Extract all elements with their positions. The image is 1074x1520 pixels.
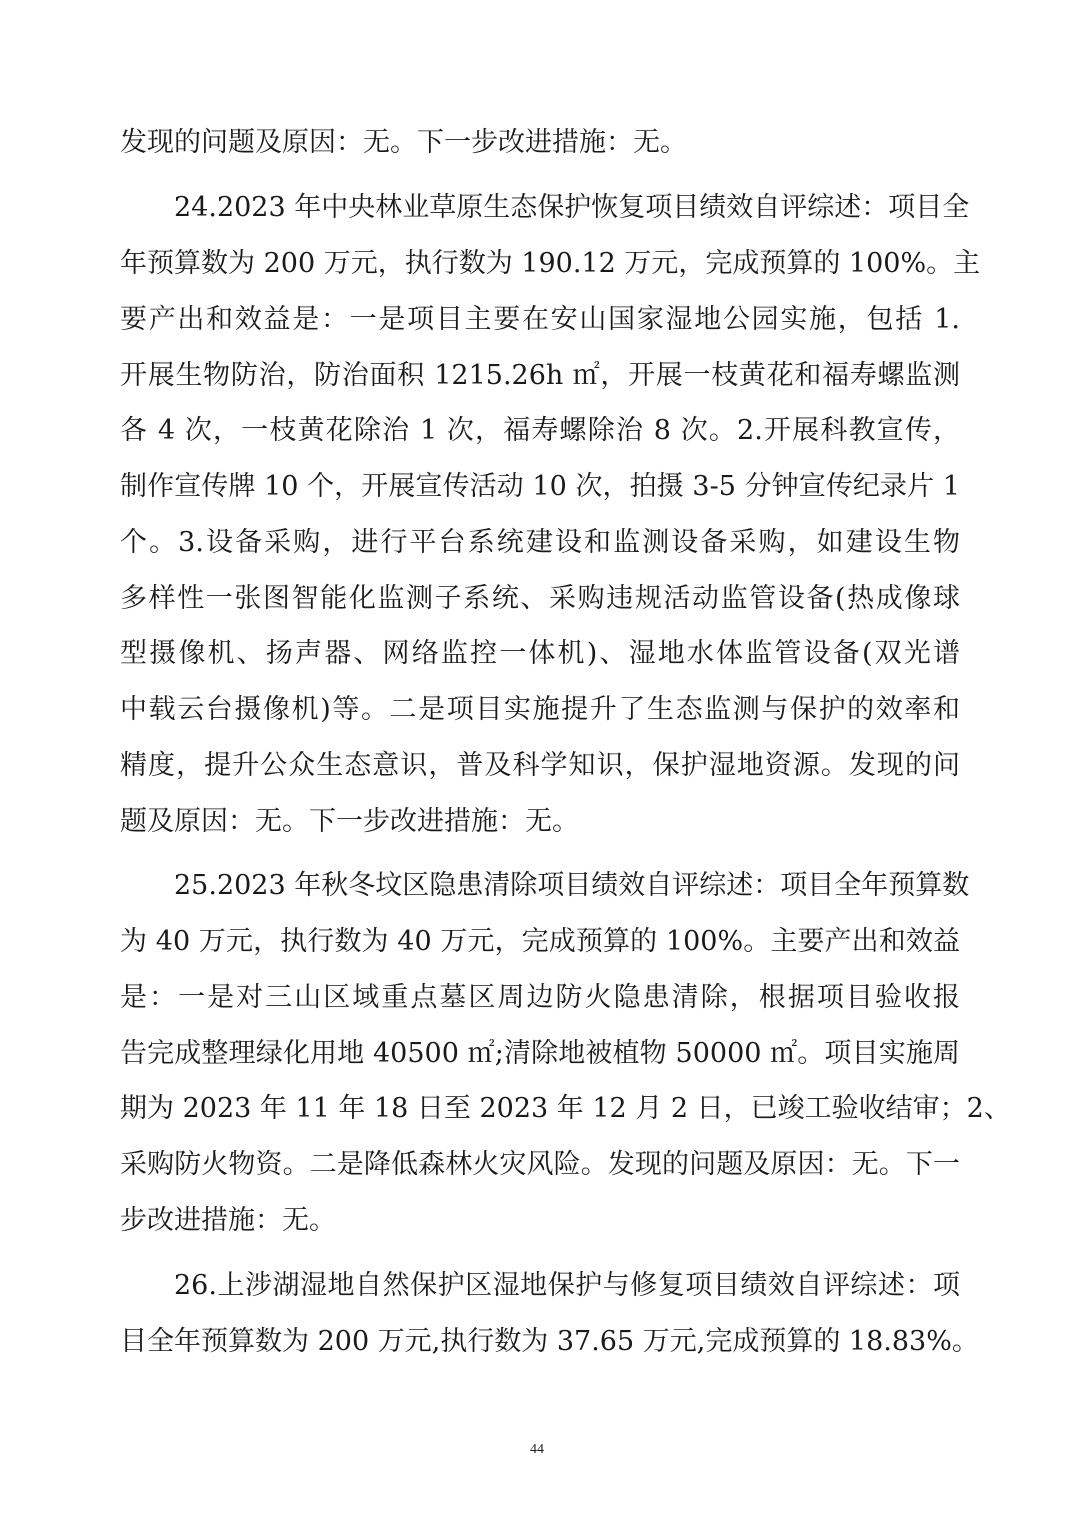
text-line: 告完成整理绿化用地 40500 ㎡;清除地被植物 50000 ㎡。项目实施周 bbox=[120, 1038, 960, 1069]
text-line: 发现的问题及原因：无。下一步改进措施：无。 bbox=[120, 127, 687, 158]
text-line: 年预算数为 200 万元，执行数为 190.12 万元，完成预算的 100%。主 bbox=[120, 248, 981, 279]
text-line: 开展生物防治，防治面积 1215.26h ㎡，开展一枝黄花和福寿螺监测 bbox=[120, 360, 960, 391]
text-line: 型摄像机、扬声器、网络监控一体机)、湿地水体监管设备(双光谱 bbox=[120, 638, 960, 669]
text-line: 为 40 万元，执行数为 40 万元，完成预算的 100%。主要产出和效益 bbox=[120, 926, 960, 957]
text-line: 目全年预算数为 200 万元,执行数为 37.65 万元,完成预算的 18.83%。 bbox=[120, 1326, 979, 1357]
text-line: 25.2023 年秋冬坟区隐患清除项目绩效自评综述：项目全年预算数 bbox=[174, 870, 970, 901]
text-line: 题及原因：无。下一步改进措施：无。 bbox=[120, 806, 579, 837]
text-line: 多样性一张图智能化监测子系统、采购违规活动监管设备(热成像球 bbox=[120, 583, 960, 614]
text-line: 各 4 次，一枝黄花除治 1 次，福寿螺除治 8 次。2.开展科教宣传， bbox=[120, 415, 960, 446]
text-line: 24.2023 年中央林业草原生态保护恢复项目绩效自评综述：项目全 bbox=[174, 192, 970, 223]
text-line: 中载云台摄像机)等。二是项目实施提升了生态监测与保护的效率和 bbox=[120, 694, 960, 725]
text-line: 26.上涉湖湿地自然保护区湿地保护与修复项目绩效自评综述：项 bbox=[174, 1270, 960, 1301]
text-line: 精度，提升公众生态意识，普及科学知识，保护湿地资源。发现的问 bbox=[120, 750, 960, 781]
text-line: 个。3.设备采购，进行平台系统建设和监测设备采购，如建设生物 bbox=[120, 527, 960, 558]
text-line: 期为 2023 年 11 年 18 日至 2023 年 12 月 2 日，已竣工验收结审；2、 bbox=[120, 1093, 1011, 1124]
text-line: 采购防火物资。二是降低森林火灾风险。发现的问题及原因：无。下一 bbox=[120, 1149, 960, 1180]
text-line: 要产出和效益是：一是项目主要在安山国家湿地公园实施，包括 1. bbox=[120, 304, 960, 335]
page-number: 44 bbox=[530, 1442, 544, 1457]
text-line: 制作宣传牌 10 个，开展宣传活动 10 次，拍摄 3-5 分钟宣传纪录片 1 bbox=[120, 471, 960, 502]
text-line: 是：一是对三山区域重点墓区周边防火隐患清除，根据项目验收报 bbox=[120, 982, 960, 1013]
text-line: 步改进措施：无。 bbox=[120, 1205, 336, 1236]
